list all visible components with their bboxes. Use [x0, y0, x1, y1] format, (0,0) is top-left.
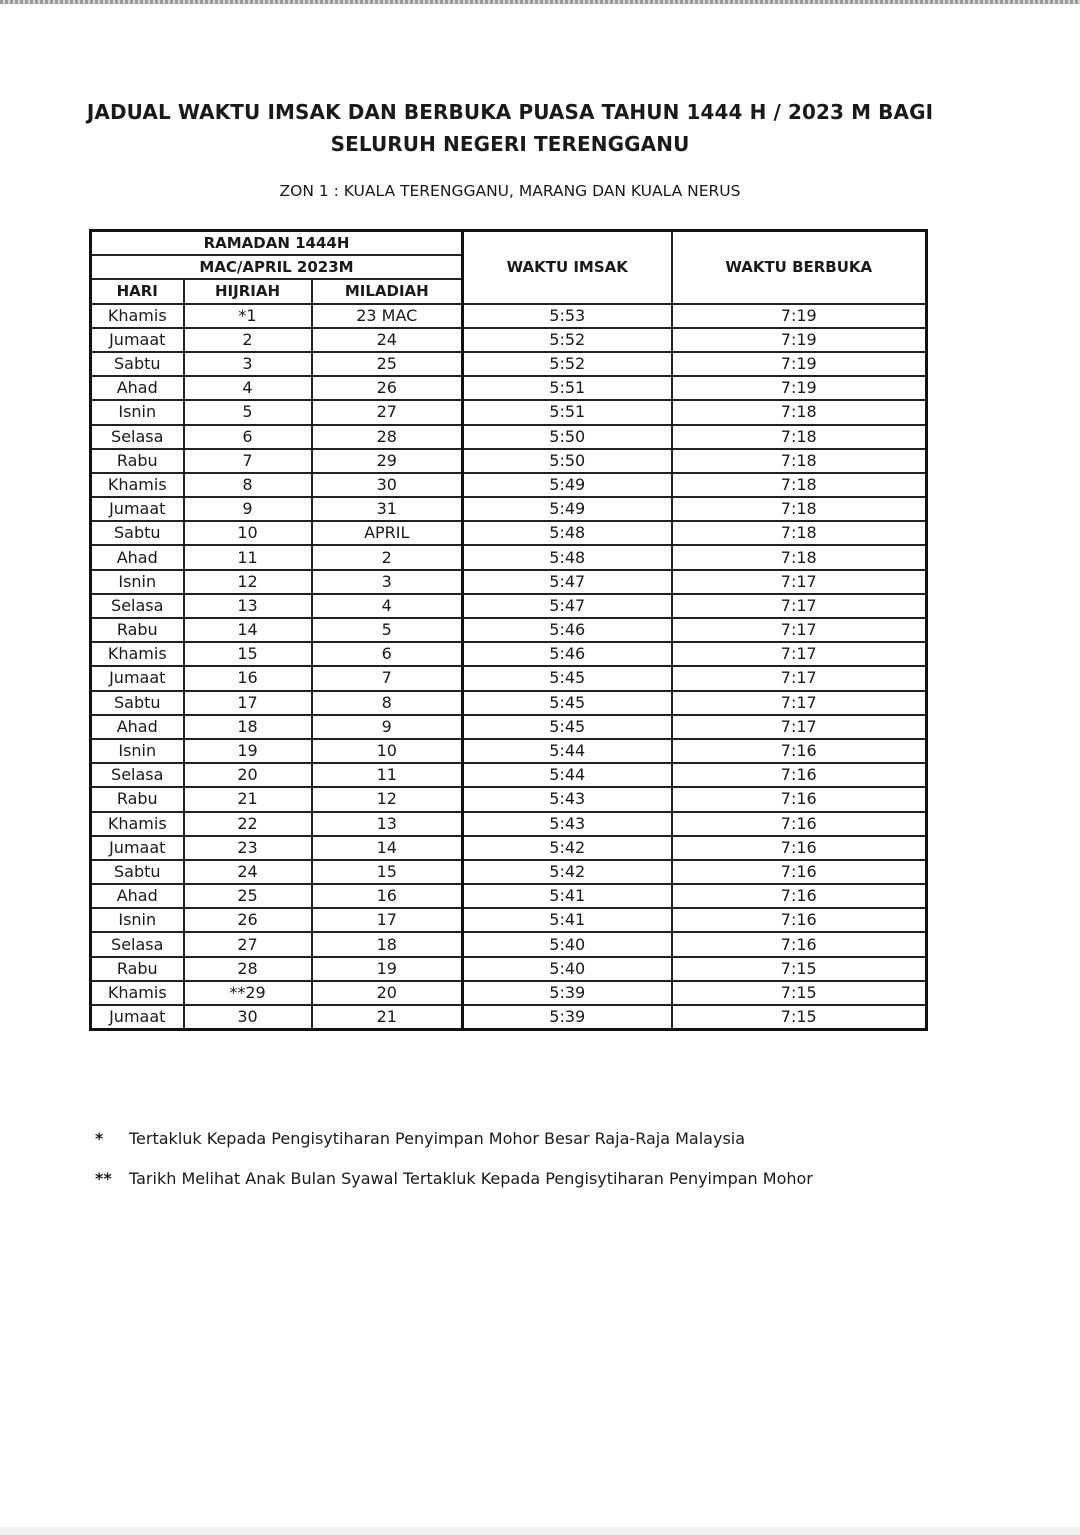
cell-hari: Isnin — [91, 908, 184, 932]
cell-berbuka: 7:18 — [672, 400, 927, 424]
cell-imsak: 5:45 — [463, 666, 672, 690]
cell-hari: Isnin — [91, 400, 184, 424]
cell-hijriah: 22 — [184, 812, 312, 836]
cell-hari: Ahad — [91, 884, 184, 908]
title-line-1: JADUAL WAKTU IMSAK DAN BERBUKA PUASA TAHUN 1444 H / 2023 M BAGI — [86, 100, 934, 124]
cell-berbuka: 7:17 — [672, 642, 927, 666]
cell-hijriah: 7 — [184, 449, 312, 473]
footnote-mark: * — [95, 1129, 104, 1148]
cell-imsak: 5:47 — [463, 570, 672, 594]
table-row — [91, 497, 927, 521]
cell-imsak: 5:46 — [463, 642, 672, 666]
header-waktu-imsak: WAKTU IMSAK — [463, 231, 672, 304]
cell-miladiah: 3 — [312, 570, 463, 594]
cell-imsak: 5:41 — [463, 884, 672, 908]
cell-miladiah: 25 — [312, 352, 463, 376]
header-hijriah: HIJRIAH — [184, 279, 312, 303]
cell-hari: Ahad — [91, 545, 184, 569]
footnotes — [95, 1128, 813, 1208]
cell-miladiah: 30 — [312, 473, 463, 497]
table-row — [91, 473, 927, 497]
cell-imsak: 5:40 — [463, 932, 672, 956]
cell-imsak: 5:43 — [463, 787, 672, 811]
cell-berbuka: 7:19 — [672, 376, 927, 400]
cell-miladiah: 29 — [312, 449, 463, 473]
cell-hijriah: 3 — [184, 352, 312, 376]
table-row — [91, 521, 927, 545]
cell-hijriah: *1 — [184, 304, 312, 328]
cell-hijriah: 28 — [184, 957, 312, 981]
cell-hijriah: 11 — [184, 545, 312, 569]
cell-hari: Rabu — [91, 957, 184, 981]
cell-hari: Selasa — [91, 425, 184, 449]
cell-hijriah: 30 — [184, 1005, 312, 1030]
cell-hari: Sabtu — [91, 521, 184, 545]
cell-hijriah: 26 — [184, 908, 312, 932]
cell-hijriah: 14 — [184, 618, 312, 642]
cell-hijriah: 4 — [184, 376, 312, 400]
cell-hijriah: 5 — [184, 400, 312, 424]
cell-berbuka: 7:18 — [672, 425, 927, 449]
cell-miladiah: 27 — [312, 400, 463, 424]
timetable-body — [91, 304, 927, 1030]
cell-berbuka: 7:17 — [672, 715, 927, 739]
table-row — [91, 328, 927, 352]
table-row — [91, 642, 927, 666]
cell-miladiah: 21 — [312, 1005, 463, 1030]
table-row — [91, 715, 927, 739]
header-hari: HARI — [91, 279, 184, 303]
cell-miladiah: 31 — [312, 497, 463, 521]
cell-miladiah: 6 — [312, 642, 463, 666]
cell-hijriah: 27 — [184, 932, 312, 956]
table-row — [91, 594, 927, 618]
cell-miladiah: 17 — [312, 908, 463, 932]
cell-miladiah: APRIL — [312, 521, 463, 545]
cell-hijriah: 8 — [184, 473, 312, 497]
table-row — [91, 545, 927, 569]
table-row — [91, 352, 927, 376]
cell-imsak: 5:44 — [463, 763, 672, 787]
cell-berbuka: 7:18 — [672, 545, 927, 569]
cell-berbuka: 7:16 — [672, 787, 927, 811]
header-month: MAC/APRIL 2023M — [91, 255, 463, 279]
cell-miladiah: 10 — [312, 739, 463, 763]
cell-berbuka: 7:19 — [672, 352, 927, 376]
table-row — [91, 376, 927, 400]
cell-hari: Selasa — [91, 594, 184, 618]
table-row — [91, 763, 927, 787]
cell-berbuka: 7:18 — [672, 521, 927, 545]
cell-hijriah: 16 — [184, 666, 312, 690]
cell-berbuka: 7:15 — [672, 981, 927, 1005]
cell-hijriah: 9 — [184, 497, 312, 521]
cell-miladiah: 28 — [312, 425, 463, 449]
cell-imsak: 5:39 — [463, 1005, 672, 1030]
cell-miladiah: 8 — [312, 691, 463, 715]
table-row — [91, 860, 927, 884]
cell-berbuka: 7:18 — [672, 449, 927, 473]
cell-hijriah: 19 — [184, 739, 312, 763]
table-row — [91, 400, 927, 424]
cell-miladiah: 20 — [312, 981, 463, 1005]
cell-miladiah: 26 — [312, 376, 463, 400]
cell-imsak: 5:45 — [463, 715, 672, 739]
table-row — [91, 570, 927, 594]
cell-miladiah: 13 — [312, 812, 463, 836]
cell-hijriah: 2 — [184, 328, 312, 352]
cell-miladiah: 12 — [312, 787, 463, 811]
cell-hijriah: 24 — [184, 860, 312, 884]
table-row — [91, 787, 927, 811]
cell-imsak: 5:44 — [463, 739, 672, 763]
cell-berbuka: 7:16 — [672, 884, 927, 908]
cell-hijriah: 17 — [184, 691, 312, 715]
table-row — [91, 449, 927, 473]
cell-hijriah: **29 — [184, 981, 312, 1005]
cell-hari: Sabtu — [91, 860, 184, 884]
cell-hari: Jumaat — [91, 497, 184, 521]
cell-hijriah: 15 — [184, 642, 312, 666]
cell-berbuka: 7:17 — [672, 666, 927, 690]
table-row — [91, 981, 927, 1005]
top-border — [0, 0, 1080, 4]
cell-imsak: 5:42 — [463, 836, 672, 860]
cell-hari: Jumaat — [91, 328, 184, 352]
cell-berbuka: 7:17 — [672, 691, 927, 715]
cell-imsak: 5:53 — [463, 304, 672, 328]
cell-berbuka: 7:16 — [672, 812, 927, 836]
cell-hijriah: 25 — [184, 884, 312, 908]
cell-hari: Selasa — [91, 932, 184, 956]
table-row — [91, 1005, 927, 1030]
cell-hijriah: 20 — [184, 763, 312, 787]
cell-miladiah: 15 — [312, 860, 463, 884]
cell-berbuka: 7:15 — [672, 957, 927, 981]
cell-hari: Rabu — [91, 449, 184, 473]
cell-berbuka: 7:16 — [672, 908, 927, 932]
cell-hari: Jumaat — [91, 666, 184, 690]
table-row — [91, 908, 927, 932]
cell-berbuka: 7:17 — [672, 594, 927, 618]
table-row — [91, 691, 927, 715]
cell-hari: Khamis — [91, 981, 184, 1005]
cell-imsak: 5:49 — [463, 497, 672, 521]
cell-hijriah: 12 — [184, 570, 312, 594]
header-ramadan: RAMADAN 1444H — [91, 231, 463, 256]
cell-hari: Selasa — [91, 763, 184, 787]
zone-subtitle: ZON 1 : KUALA TERENGGANU, MARANG DAN KUALA NERUS — [279, 182, 741, 200]
cell-hari: Isnin — [91, 570, 184, 594]
title-line-2: SELURUH NEGERI TERENGGANU — [330, 132, 690, 156]
cell-hari: Rabu — [91, 618, 184, 642]
cell-miladiah: 2 — [312, 545, 463, 569]
cell-imsak: 5:47 — [463, 594, 672, 618]
cell-berbuka: 7:16 — [672, 763, 927, 787]
cell-hijriah: 21 — [184, 787, 312, 811]
cell-imsak: 5:51 — [463, 376, 672, 400]
cell-hijriah: 13 — [184, 594, 312, 618]
footnote — [95, 1128, 813, 1150]
cell-imsak: 5:52 — [463, 328, 672, 352]
cell-imsak: 5:50 — [463, 449, 672, 473]
cell-berbuka: 7:16 — [672, 739, 927, 763]
table-row — [91, 618, 927, 642]
cell-hari: Khamis — [91, 304, 184, 328]
cell-imsak: 5:50 — [463, 425, 672, 449]
footnote-text: Tertakluk Kepada Pengisytiharan Penyimpan Mohor Besar Raja-Raja Malaysia — [129, 1129, 746, 1148]
cell-imsak: 5:40 — [463, 957, 672, 981]
timetable — [89, 229, 928, 1031]
bottom-band — [0, 1527, 1080, 1535]
table-row — [91, 739, 927, 763]
cell-hari: Sabtu — [91, 352, 184, 376]
cell-hari: Sabtu — [91, 691, 184, 715]
cell-hari: Rabu — [91, 787, 184, 811]
cell-hari: Jumaat — [91, 836, 184, 860]
header-miladiah: MILADIAH — [312, 279, 463, 303]
cell-miladiah: 5 — [312, 618, 463, 642]
cell-miladiah: 18 — [312, 932, 463, 956]
cell-miladiah: 14 — [312, 836, 463, 860]
cell-miladiah: 11 — [312, 763, 463, 787]
cell-hari: Ahad — [91, 715, 184, 739]
cell-hari: Khamis — [91, 473, 184, 497]
cell-miladiah: 16 — [312, 884, 463, 908]
cell-imsak: 5:45 — [463, 691, 672, 715]
cell-imsak: 5:48 — [463, 521, 672, 545]
cell-imsak: 5:52 — [463, 352, 672, 376]
cell-imsak: 5:43 — [463, 812, 672, 836]
cell-berbuka: 7:19 — [672, 328, 927, 352]
cell-imsak: 5:51 — [463, 400, 672, 424]
cell-imsak: 5:46 — [463, 618, 672, 642]
cell-imsak: 5:49 — [463, 473, 672, 497]
cell-miladiah: 23 MAC — [312, 304, 463, 328]
document-title — [0, 96, 1020, 160]
footnote — [95, 1168, 813, 1190]
table-row — [91, 957, 927, 981]
cell-imsak: 5:41 — [463, 908, 672, 932]
cell-berbuka: 7:15 — [672, 1005, 927, 1030]
table-row — [91, 812, 927, 836]
cell-berbuka: 7:19 — [672, 304, 927, 328]
cell-miladiah: 4 — [312, 594, 463, 618]
cell-hari: Khamis — [91, 812, 184, 836]
cell-berbuka: 7:17 — [672, 570, 927, 594]
table-row — [91, 304, 927, 328]
cell-hari: Jumaat — [91, 1005, 184, 1030]
cell-hijriah: 10 — [184, 521, 312, 545]
cell-miladiah: 9 — [312, 715, 463, 739]
cell-hari: Ahad — [91, 376, 184, 400]
cell-berbuka: 7:16 — [672, 836, 927, 860]
cell-berbuka: 7:18 — [672, 473, 927, 497]
cell-berbuka: 7:16 — [672, 932, 927, 956]
cell-imsak: 5:39 — [463, 981, 672, 1005]
footnote-mark: ** — [95, 1169, 112, 1188]
header-waktu-berbuka: WAKTU BERBUKA — [672, 231, 927, 304]
table-row — [91, 884, 927, 908]
cell-hari: Khamis — [91, 642, 184, 666]
table-row — [91, 425, 927, 449]
cell-hari: Isnin — [91, 739, 184, 763]
cell-berbuka: 7:16 — [672, 860, 927, 884]
cell-hijriah: 6 — [184, 425, 312, 449]
cell-miladiah: 24 — [312, 328, 463, 352]
cell-miladiah: 7 — [312, 666, 463, 690]
cell-miladiah: 19 — [312, 957, 463, 981]
table-row — [91, 666, 927, 690]
cell-berbuka: 7:17 — [672, 618, 927, 642]
cell-imsak: 5:42 — [463, 860, 672, 884]
cell-imsak: 5:48 — [463, 545, 672, 569]
cell-hijriah: 18 — [184, 715, 312, 739]
footnote-text: Tarikh Melihat Anak Bulan Syawal Tertakluk Kepada Pengisytiharan Penyimpan Mohor — [129, 1169, 813, 1188]
table-row — [91, 932, 927, 956]
cell-hijriah: 23 — [184, 836, 312, 860]
cell-berbuka: 7:18 — [672, 497, 927, 521]
table-row — [91, 836, 927, 860]
